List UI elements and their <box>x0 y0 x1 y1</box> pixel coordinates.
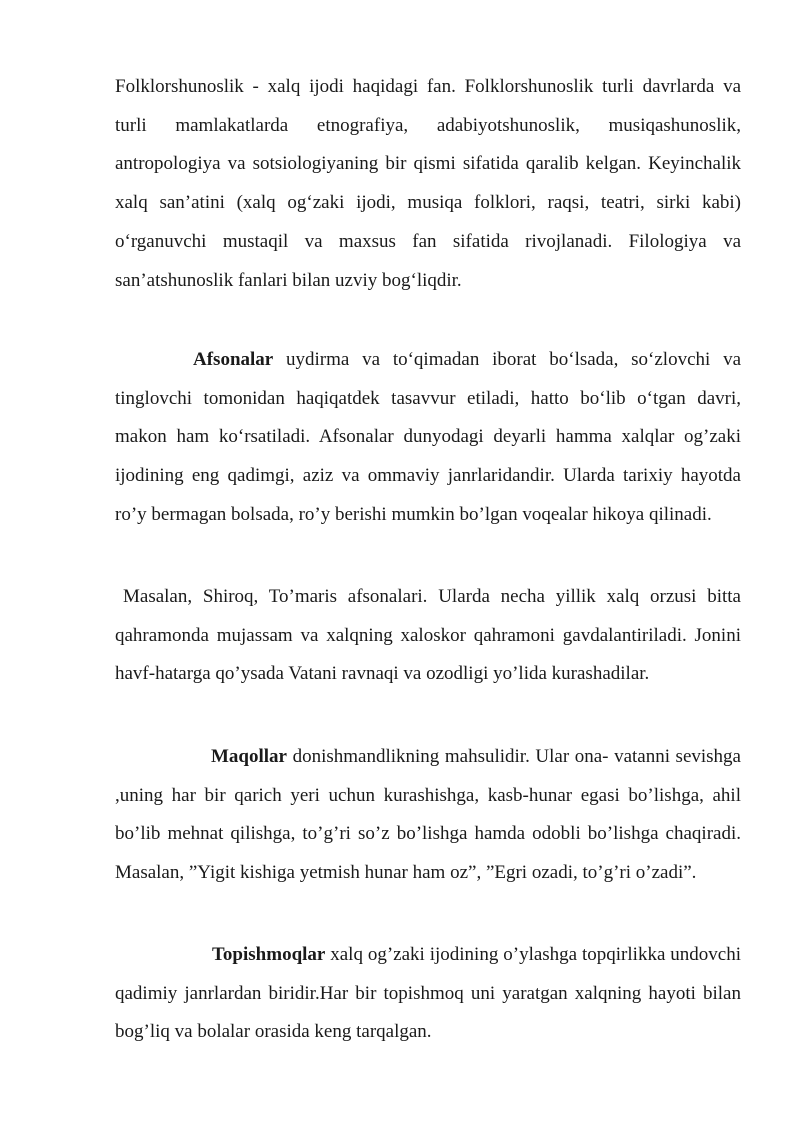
paragraph-text: xalq og’zaki ijodining o’ylashga topqirlikka undovchi qadimiy janrlardan biridir.Har bir topishmoq uni yaratgan xalqning hayoti bilan bog’liq va bolalar orasida keng tarqalgan. <box>115 944 741 1043</box>
term-afsonalar: Afsonalar <box>193 349 274 370</box>
term-maqollar: Maqollar <box>211 746 287 767</box>
paragraph-afsonalar <box>115 341 741 535</box>
paragraph-topishmoqlar <box>115 936 741 1052</box>
paragraph-masalan <box>115 578 741 694</box>
paragraph-text: donishmandlikning mahsulidir. Ular ona- vatanni sevishga ,uning har bir qarich yeri uchun kurashishga, kasb-hunar egasi bo’lishga, ahil bo’lib mehnat qilishga, to’g’ri so’z bo’lishga hamda odobli bo’lishga chaqiradi. Masalan, ”Yigit kishiga yetmish hunar ham oz”, ”Egri ozadi, to’g’ri o’zadi”. <box>115 746 741 884</box>
paragraph-maqollar <box>115 738 741 893</box>
paragraph-text: Folklorshunoslik - xalq ijodi haqidagi fan. Folklorshunoslik turli davrlarda va turli mamlakatlarda etnografiya, adabiyotshunoslik, musiqashunoslik, antropologiya va sotsiologiyaning bir qismi sifatida qaralib kelgan. Keyinchalik xalq san’atini (xalq og‘zaki ijodi, musiqa folklori, raqsi, teatri, sirki kabi) o‘rganuvchi mustaqil va maxsus fan sifatida rivojlanadi. Filologiya va san’atshunoslik fanlari bilan uzviy bog‘liqdir. <box>115 76 741 291</box>
paragraph-text: uydirma va to‘qimadan iborat bo‘lsada, so‘zlovchi va tinglovchi tomonidan haqiqatdek tasavvur etiladi, hatto bo‘lib o‘tgan davri, makon ham ko‘rsatiladi. Afsonalar dunyodagi deyarli hamma xalqlar og’zaki ijodining eng qadimgi, aziz va ommaviy janrlaridandir. Ularda tarixiy hayotda ro’y bermagan bolsada, ro’y berishi mumkin bo’lgan voqealar hikoya qilinadi. <box>115 349 741 525</box>
paragraph-folklorshunoslik <box>115 68 741 300</box>
paragraph-text: Masalan, Shiroq, To’maris afsonalari. Ularda necha yillik xalq orzusi bitta qahramonda mujassam va xalqning xaloskor qahramoni gavdalantiriladi. Jonini havf-hatarga qo’ysada Vatani ravnaqi va ozodligi yo’lida kurashadilar. <box>115 586 741 685</box>
term-topishmoqlar: Topishmoqlar <box>212 944 326 965</box>
